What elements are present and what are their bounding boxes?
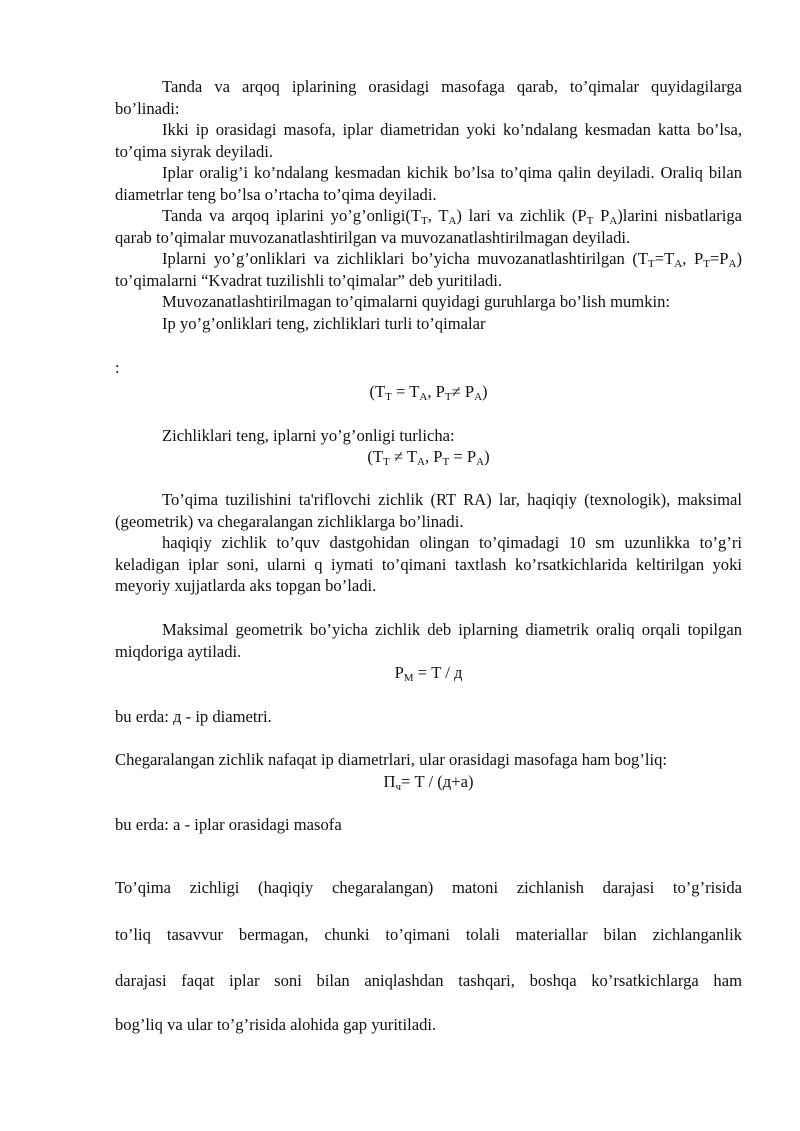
colon-mark: :	[115, 358, 120, 377]
paragraph-dense-weave: Iplar oralig’i ko’ndalang kesmadan kichik bo’lsa to’qima qalin deyiladi. Oraliq bilan diametrlar teng bo’lsa o’rtacha to’qima deyiladi.	[115, 163, 742, 204]
paragraph-sparse-weave: Ikki ip orasidagi masofa, iplar diametridan yoki ko’ndalang kesmadan katta bo’lsa, to’qima siyrak deyiladi.	[115, 120, 742, 161]
body-text-block-2	[115, 425, 742, 447]
final-paragraph-line-3: darajasi faqat iplar soni bilan aniqlashdan tashqari, boshqa ko’rsatkichlarga ham	[115, 971, 742, 990]
paragraph-equal-density: Zichliklari teng, iplarni yo’g’onligi turlicha:	[162, 426, 455, 445]
final-paragraph-line-4: bog’liq va ular to’g’risida alohida gap yuritiladi.	[115, 1015, 437, 1034]
paragraph-density-types: To’qima tuzilishini ta'riflovchi zichlik (RT RA) lar, haqiqiy (texnologik), maksimal (geometrik) va chegaralangan zichliklarga bo’linadi.	[115, 490, 742, 531]
note-diameter: bu erda: д - ip diametri.	[115, 707, 272, 726]
paragraph-balanced-definition: Tanda va arqoq iplarini $yo’g’onligi(T_T$, $T_A$) lari va zichlik ($P_T$ $P_A)larini$ nisbatlariga qarab to’qimalar muvozanatlashtirilgan va muvozanatlashtirilmagan deyiladi.	[115, 206, 742, 247]
formula-maximal-density: $P_М = T / д$	[394, 663, 463, 684]
final-paragraph-line-2: to’liq tasavvur bermagan, chunki to’qimani tolali materiallar bilan zichlanganlik	[115, 925, 742, 944]
paragraph-limited-density: Chegaralangan zichlik nafaqat ip diametrlari, ular orasidagi masofaga ham bog’liq:	[115, 750, 667, 769]
paragraph-equal-thickness: Ip yo’g’onliklari teng, zichliklari turli to’qimalar	[162, 313, 486, 333]
body-text-block-1	[115, 76, 742, 334]
paragraph-maximal-density: Maksimal geometrik bo’yicha zichlik deb iplarning diametrik oraliq orqali topilgan miqdoriga aytiladi.	[115, 620, 742, 661]
note-spacing: bu erda: a - iplar orasidagi masofa	[115, 815, 342, 834]
body-text-block-4	[115, 619, 742, 662]
paragraph-weave-classification: Tanda va arqoq iplarining orasidagi masofaga qarab, to’qimalar quyidagilarga bo’linadi:	[115, 77, 742, 118]
paragraph-unbalanced-groups: Muvozanatlashtirilmagan to’qimalarni quyidagi guruhlarga bo’lish mumkin:	[162, 292, 671, 311]
formula-limited-density: $П_ч= T / (д+a)$	[383, 772, 474, 793]
paragraph-actual-density: haqiqiy zichlik to’quv dastgohidan olingan to’qimadagi 10 sm uzunlikka to’g’ri keladigan iplar soni, ularni q iymati to’qimani taxtlash ko’rsatkichlarida keltirilgan yoki meyoriy xujjatlarda aks topgan bo’ladi.	[115, 533, 742, 595]
formula-equal-thickness: ($T_T = T_A$, $P_T\ne P_A$)	[369, 382, 488, 403]
body-text-block-3	[115, 489, 742, 597]
final-paragraph-line-1: To’qima zichligi (haqiqiy chegaralangan) matoni zichlanish darajasi to’g’risida	[115, 878, 742, 897]
paragraph-square-structure: Iplarni yo’g’onliklari va zichliklari bo’yicha muvozanatlashtirilgan ($T_T=T_A$, $P_T=P_A$) to’qimalarni “Kvadrat tuzilishli to’qimalar” deb yuritiladi.	[115, 249, 742, 290]
formula-equal-density: ($T_T \ne T_A$, $P_T = P_A$)	[367, 447, 490, 468]
